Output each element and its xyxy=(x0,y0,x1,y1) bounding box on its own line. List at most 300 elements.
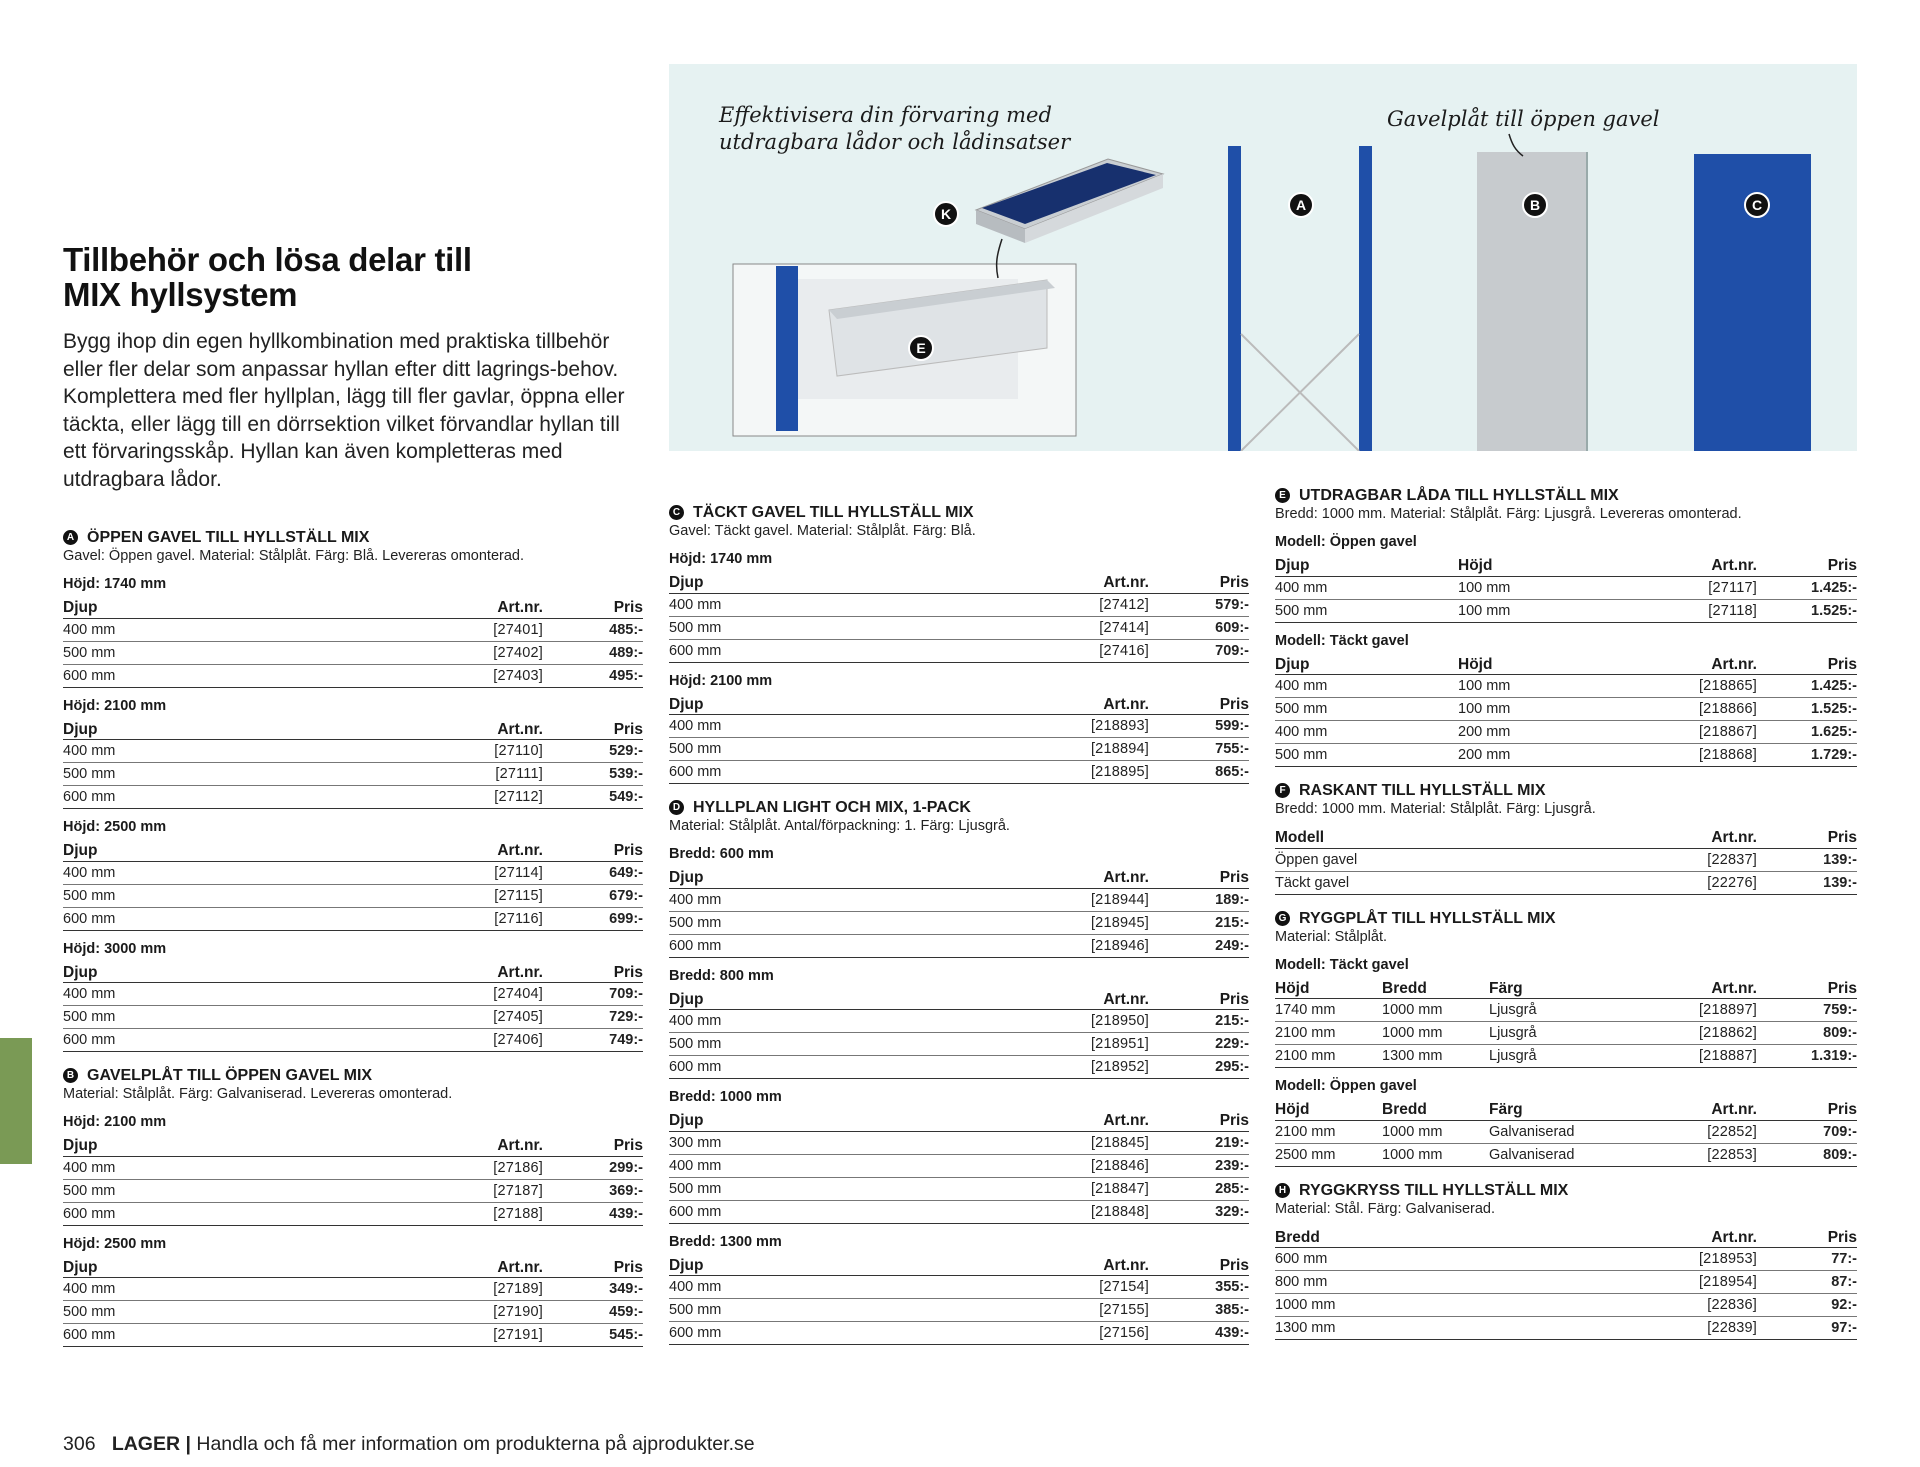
section-c xyxy=(669,503,1249,784)
table-cell: 600 mm xyxy=(63,1324,309,1347)
table-row xyxy=(63,786,643,809)
table-cell: 1.525:- xyxy=(1757,698,1857,721)
column-header: Höjd xyxy=(1458,555,1608,576)
table-cell: 495:- xyxy=(543,664,643,687)
table-cell: 600 mm xyxy=(669,761,897,784)
table-cell: [22276] xyxy=(1575,871,1757,894)
table-cell: 439:- xyxy=(1149,1322,1249,1345)
group-label: Bredd: 600 mm xyxy=(669,846,774,862)
table-cell: [27189] xyxy=(309,1278,543,1301)
section-title: E UTDRAGBAR LÅDA TILL HYLLSTÄLL MIX xyxy=(1275,486,1857,505)
table-cell: [22852] xyxy=(1619,1120,1757,1143)
table-row xyxy=(63,641,643,664)
table-cell: 2100 mm xyxy=(1275,1120,1382,1143)
column-middle xyxy=(669,503,1249,1359)
column-left xyxy=(63,528,643,1361)
table-cell: 699:- xyxy=(543,907,643,930)
intro xyxy=(63,242,643,493)
table-row xyxy=(63,1156,643,1179)
table-cell: 77:- xyxy=(1757,1248,1857,1271)
table-row xyxy=(1275,1317,1857,1340)
section-a xyxy=(63,528,643,1052)
group-label: Höjd: 2500 mm xyxy=(63,1235,167,1252)
column-header: Art.nr. xyxy=(1575,827,1757,848)
page-footer xyxy=(63,1433,755,1456)
table-cell: 1000 mm xyxy=(1382,999,1489,1022)
table-cell: 500 mm xyxy=(1275,744,1458,767)
table-cell: 489:- xyxy=(543,641,643,664)
table-cell: 600 mm xyxy=(63,1029,309,1052)
table-row xyxy=(669,1154,1249,1177)
column-header: Höjd xyxy=(1275,1099,1382,1120)
table-cell: 1.625:- xyxy=(1757,721,1857,744)
table-cell: [27116] xyxy=(312,907,543,930)
table-cell: 709:- xyxy=(1757,1120,1857,1143)
table-cell: 295:- xyxy=(1149,1056,1249,1079)
table-cell: 600 mm xyxy=(669,934,897,957)
table-cell: 600 mm xyxy=(63,664,309,687)
column-header: Djup xyxy=(669,694,897,715)
price-table xyxy=(669,1110,1249,1224)
section-title: B GAVELPLÅT TILL ÖPPEN GAVEL MIX xyxy=(63,1066,643,1085)
column-header: Pris xyxy=(1757,555,1857,576)
table-cell: 500 mm xyxy=(63,1301,309,1324)
column-header: Djup xyxy=(1275,654,1458,675)
table-cell: [218887] xyxy=(1619,1045,1757,1068)
section-title: F RASKANT TILL HYLLSTÄLL MIX xyxy=(1275,781,1857,800)
table-row xyxy=(1275,871,1857,894)
table-row xyxy=(63,664,643,687)
table-cell: 600 mm xyxy=(669,1322,915,1345)
table-cell: 1.729:- xyxy=(1757,744,1857,767)
table-cell: [218862] xyxy=(1619,1022,1757,1045)
column-header: Bredd xyxy=(1382,1099,1489,1120)
table-cell: [27186] xyxy=(309,1156,543,1179)
table-row xyxy=(1275,576,1857,599)
table-cell: 400 mm xyxy=(669,888,897,911)
table-row xyxy=(669,1299,1249,1322)
table-cell: 215:- xyxy=(1149,1010,1249,1033)
table-cell: [27405] xyxy=(309,1006,543,1029)
table-cell: [218952] xyxy=(897,1056,1149,1079)
price-table xyxy=(1275,654,1857,768)
column-header: Modell xyxy=(1275,827,1575,848)
column-header: Djup xyxy=(63,840,312,861)
table-cell: [27190] xyxy=(309,1301,543,1324)
table-cell: 1000 mm xyxy=(1382,1143,1489,1166)
column-header: Höjd xyxy=(1458,654,1608,675)
table-cell: [27117] xyxy=(1608,576,1757,599)
price-table xyxy=(63,1135,643,1226)
table-cell: [27402] xyxy=(309,641,543,664)
pin-a: A xyxy=(1288,192,1314,218)
column-header: Djup xyxy=(63,719,312,740)
table-row xyxy=(669,1177,1249,1200)
table-row xyxy=(63,861,643,884)
drawer-caption: Effektivisera din förvaring med utdragbara lådor och lådinsatser xyxy=(719,103,1071,154)
table-cell: 709:- xyxy=(543,983,643,1006)
column-header: Djup xyxy=(63,1257,309,1278)
table-cell: 400 mm xyxy=(63,983,309,1006)
table-cell: 400 mm xyxy=(669,715,897,738)
table-cell: [218946] xyxy=(897,934,1149,957)
table-row xyxy=(669,1033,1249,1056)
table-row xyxy=(669,1276,1249,1299)
table-cell: 500 mm xyxy=(1275,698,1458,721)
table-cell: [27191] xyxy=(309,1324,543,1347)
table-cell: 285:- xyxy=(1149,1177,1249,1200)
table-cell: 545:- xyxy=(543,1324,643,1347)
table-cell: [218945] xyxy=(897,911,1149,934)
badge-g: G xyxy=(1275,911,1290,926)
table-cell: [218950] xyxy=(897,1010,1149,1033)
group-label: Modell: Öppen gavel xyxy=(1275,1078,1417,1094)
table-cell: 600 mm xyxy=(1275,1248,1521,1271)
column-right xyxy=(1275,486,1857,1354)
table-cell: 609:- xyxy=(1149,616,1249,639)
table-cell: 189:- xyxy=(1149,888,1249,911)
table-cell: [22836] xyxy=(1521,1294,1757,1317)
table-cell: 239:- xyxy=(1149,1154,1249,1177)
section-desc: Bredd: 1000 mm. Material: Stålplåt. Färg: Ljusgrå. xyxy=(1275,801,1596,817)
table-cell: 369:- xyxy=(543,1179,643,1202)
table-cell: [218951] xyxy=(897,1033,1149,1056)
table-cell: 759:- xyxy=(1757,999,1857,1022)
table-cell: [27156] xyxy=(915,1322,1149,1345)
table-cell: Öppen gavel xyxy=(1275,848,1575,871)
badge-f: F xyxy=(1275,783,1290,798)
product-banner-image xyxy=(669,64,1857,451)
price-table xyxy=(1275,1099,1857,1167)
column-header: Höjd xyxy=(1275,978,1382,999)
table-row xyxy=(63,1029,643,1052)
table-cell: Täckt gavel xyxy=(1275,871,1575,894)
column-header: Pris xyxy=(1757,978,1857,999)
badge-e: E xyxy=(1275,488,1290,503)
page-number: 306 xyxy=(63,1433,96,1455)
section-e xyxy=(1275,486,1857,767)
table-cell: [27114] xyxy=(312,861,543,884)
column-header: Pris xyxy=(543,962,643,983)
column-header: Pris xyxy=(1149,694,1249,715)
table-row xyxy=(669,761,1249,784)
table-cell: 1.319:- xyxy=(1757,1045,1857,1068)
table-row xyxy=(63,1202,643,1225)
table-cell: [27154] xyxy=(915,1276,1149,1299)
price-table xyxy=(63,1257,643,1348)
table-row xyxy=(63,1006,643,1029)
table-cell: 97:- xyxy=(1757,1317,1857,1340)
table-cell: [218847] xyxy=(897,1177,1149,1200)
table-cell: [22839] xyxy=(1521,1317,1757,1340)
table-cell: [27112] xyxy=(312,786,543,809)
table-cell: [27188] xyxy=(309,1202,543,1225)
table-cell: 539:- xyxy=(543,763,643,786)
table-cell: 749:- xyxy=(543,1029,643,1052)
table-cell: 215:- xyxy=(1149,911,1249,934)
table-cell: [218895] xyxy=(897,761,1149,784)
table-cell: 755:- xyxy=(1149,738,1249,761)
column-header: Djup xyxy=(669,1110,897,1131)
table-cell: 2100 mm xyxy=(1275,1022,1382,1045)
column-header: Pris xyxy=(1757,827,1857,848)
price-table xyxy=(1275,827,1857,895)
table-row xyxy=(1275,848,1857,871)
table-cell: [218868] xyxy=(1608,744,1757,767)
group-label: Höjd: 2100 mm xyxy=(669,672,773,689)
section-d xyxy=(669,798,1249,1345)
table-cell: 679:- xyxy=(543,884,643,907)
table-cell: [27187] xyxy=(309,1179,543,1202)
table-row xyxy=(669,934,1249,957)
table-cell: [22853] xyxy=(1619,1143,1757,1166)
table-cell: 1.425:- xyxy=(1757,576,1857,599)
table-cell: 1300 mm xyxy=(1382,1045,1489,1068)
badge-c: C xyxy=(669,505,684,520)
table-cell: 355:- xyxy=(1149,1276,1249,1299)
table-row xyxy=(1275,999,1857,1022)
table-cell: 1000 mm xyxy=(1382,1022,1489,1045)
table-cell: 229:- xyxy=(1149,1033,1249,1056)
table-cell: 500 mm xyxy=(1275,599,1458,622)
table-cell: [27110] xyxy=(312,740,543,763)
table-cell: [27404] xyxy=(309,983,543,1006)
table-row xyxy=(1275,1143,1857,1166)
table-cell: 349:- xyxy=(543,1278,643,1301)
table-cell: [27155] xyxy=(915,1299,1149,1322)
column-header: Art.nr. xyxy=(897,989,1149,1010)
table-cell: 649:- xyxy=(543,861,643,884)
table-cell: 329:- xyxy=(1149,1200,1249,1223)
section-desc: Gavel: Öppen gavel. Material: Stålplåt. Färg: Blå. Levereras omonterad. xyxy=(63,548,525,564)
table-cell: 500 mm xyxy=(669,1033,897,1056)
table-row xyxy=(669,1200,1249,1223)
table-row xyxy=(63,884,643,907)
column-header: Art.nr. xyxy=(309,597,543,618)
table-cell: 529:- xyxy=(543,740,643,763)
column-header: Art.nr. xyxy=(1619,978,1757,999)
column-header: Djup xyxy=(669,572,915,593)
price-table xyxy=(63,840,643,931)
table-row xyxy=(669,1010,1249,1033)
group-label: Bredd: 1300 mm xyxy=(669,1233,782,1250)
table-cell: [27111] xyxy=(312,763,543,786)
table-row xyxy=(63,1301,643,1324)
column-header: Pris xyxy=(1757,654,1857,675)
table-cell: 139:- xyxy=(1757,848,1857,871)
table-cell: 579:- xyxy=(1149,593,1249,616)
table-cell: 600 mm xyxy=(63,907,312,930)
badge-a: A xyxy=(63,530,78,545)
badge-h: H xyxy=(1275,1183,1290,1198)
pin-k: K xyxy=(933,201,959,227)
column-header: Pris xyxy=(1757,1099,1857,1120)
table-row xyxy=(1275,1120,1857,1143)
table-row xyxy=(669,715,1249,738)
price-table xyxy=(63,719,643,810)
table-cell: 500 mm xyxy=(669,616,915,639)
table-row xyxy=(63,1179,643,1202)
table-cell: [27403] xyxy=(309,664,543,687)
column-header: Pris xyxy=(1149,1110,1249,1131)
table-cell: [218953] xyxy=(1521,1248,1757,1271)
table-cell: 600 mm xyxy=(669,1056,897,1079)
table-row xyxy=(669,593,1249,616)
table-row xyxy=(669,616,1249,639)
group-label: Modell: Öppen gavel xyxy=(1275,534,1417,550)
table-cell: [218944] xyxy=(897,888,1149,911)
table-cell: 299:- xyxy=(543,1156,643,1179)
column-header: Pris xyxy=(543,597,643,618)
section-title: C TÄCKT GAVEL TILL HYLLSTÄLL MIX xyxy=(669,503,1249,522)
table-cell: 100 mm xyxy=(1458,599,1608,622)
table-cell: 200 mm xyxy=(1458,721,1608,744)
table-cell: 865:- xyxy=(1149,761,1249,784)
table-row xyxy=(63,740,643,763)
table-cell: [27118] xyxy=(1608,599,1757,622)
table-cell: 1.525:- xyxy=(1757,599,1857,622)
table-cell: 709:- xyxy=(1149,639,1249,662)
table-cell: 500 mm xyxy=(669,738,897,761)
price-table xyxy=(669,989,1249,1080)
table-cell: [27406] xyxy=(309,1029,543,1052)
table-cell: 809:- xyxy=(1757,1143,1857,1166)
table-cell: 1000 mm xyxy=(1275,1294,1521,1317)
column-header: Art.nr. xyxy=(897,867,1149,888)
table-cell: 100 mm xyxy=(1458,675,1608,698)
section-desc: Gavel: Täckt gavel. Material: Stålplåt. Färg: Blå. xyxy=(669,523,976,539)
table-cell: 500 mm xyxy=(669,1177,897,1200)
table-cell: 439:- xyxy=(543,1202,643,1225)
table-cell: Ljusgrå xyxy=(1489,999,1619,1022)
column-header: Pris xyxy=(1149,1255,1249,1276)
column-header: Pris xyxy=(1149,867,1249,888)
column-header: Art.nr. xyxy=(1608,654,1757,675)
table-cell: 1.425:- xyxy=(1757,675,1857,698)
table-cell: [218893] xyxy=(897,715,1149,738)
price-table xyxy=(1275,978,1857,1069)
column-header: Pris xyxy=(543,840,643,861)
table-cell: 500 mm xyxy=(63,1006,309,1029)
section-desc: Material: Stålplåt. Antal/förpackning: 1. Färg: Ljusgrå. xyxy=(669,818,1010,834)
section-f xyxy=(1275,781,1857,895)
table-row xyxy=(63,983,643,1006)
table-cell: [218897] xyxy=(1619,999,1757,1022)
table-cell: Ljusgrå xyxy=(1489,1045,1619,1068)
table-cell: [218848] xyxy=(897,1200,1149,1223)
column-header: Djup xyxy=(63,1135,309,1156)
column-header: Art.nr. xyxy=(1608,555,1757,576)
table-cell: 219:- xyxy=(1149,1131,1249,1154)
table-cell: 549:- xyxy=(543,786,643,809)
table-row xyxy=(63,1278,643,1301)
table-row xyxy=(1275,721,1857,744)
section-title: A ÖPPEN GAVEL TILL HYLLSTÄLL MIX xyxy=(63,528,643,547)
table-row xyxy=(669,911,1249,934)
price-table xyxy=(63,597,643,688)
group-label: Höjd: 2500 mm xyxy=(63,819,167,835)
table-row xyxy=(669,738,1249,761)
group-label: Höjd: 2100 mm xyxy=(63,697,167,714)
table-cell: 200 mm xyxy=(1458,744,1608,767)
section-desc: Material: Stålplåt. xyxy=(1275,928,1388,945)
group-label: Höjd: 2100 mm xyxy=(63,1114,167,1130)
table-cell: 400 mm xyxy=(63,861,312,884)
table-row xyxy=(669,1322,1249,1345)
table-cell: [218894] xyxy=(897,738,1149,761)
table-cell: 500 mm xyxy=(63,763,312,786)
column-header: Bredd xyxy=(1275,1227,1521,1248)
intro-text: Bygg ihop din egen hyllkombination med praktiska tillbehör eller fler delar som anpassar hyllan efter ditt lagrings-behov. Komplettera med fler hyllplan, lägg till fler gavlar, öppna eller täckta, eller lägg till en dörrsektion vilket förvandlar hyllan till ett förvaringsskåp. Hyllan kan även kompletteras med utdragbara lådor. xyxy=(63,330,625,491)
plate-caption: Gavelplåt till öppen gavel xyxy=(1387,107,1660,131)
table-cell: [218954] xyxy=(1521,1271,1757,1294)
table-cell: 500 mm xyxy=(63,884,312,907)
table-row xyxy=(1275,1022,1857,1045)
table-cell: 400 mm xyxy=(669,593,915,616)
price-table xyxy=(1275,555,1857,623)
table-cell: Galvaniserad xyxy=(1489,1120,1619,1143)
column-header: Färg xyxy=(1489,1099,1619,1120)
table-row xyxy=(63,907,643,930)
table-cell: 100 mm xyxy=(1458,576,1608,599)
table-cell: 600 mm xyxy=(63,786,312,809)
column-header: Pris xyxy=(543,719,643,740)
column-header: Art.nr. xyxy=(309,1135,543,1156)
price-table xyxy=(1275,1227,1857,1341)
table-cell: 400 mm xyxy=(1275,721,1458,744)
table-cell: [218867] xyxy=(1608,721,1757,744)
column-header: Djup xyxy=(669,989,897,1010)
table-cell: 400 mm xyxy=(1275,576,1458,599)
column-header: Art.nr. xyxy=(1619,1099,1757,1120)
price-table xyxy=(669,694,1249,785)
price-table xyxy=(669,1255,1249,1346)
column-header: Art.nr. xyxy=(1521,1227,1757,1248)
price-table xyxy=(63,962,643,1053)
table-cell: [22837] xyxy=(1575,848,1757,871)
table-row xyxy=(1275,675,1857,698)
section-desc: Material: Stål. Färg: Galvaniserad. xyxy=(1275,1200,1496,1217)
table-cell: 400 mm xyxy=(63,618,309,641)
table-row xyxy=(1275,698,1857,721)
column-header: Art.nr. xyxy=(309,1257,543,1278)
column-header: Art.nr. xyxy=(897,694,1149,715)
table-cell: 400 mm xyxy=(1275,675,1458,698)
section-color-tab xyxy=(0,1038,32,1164)
table-row xyxy=(1275,1271,1857,1294)
column-header: Färg xyxy=(1489,978,1619,999)
group-label: Bredd: 800 mm xyxy=(669,967,774,984)
section-desc: Material: Stålplåt. Färg: Galvaniserad. Levereras omonterad. xyxy=(63,1086,453,1102)
table-cell: 1740 mm xyxy=(1275,999,1382,1022)
page-title: Tillbehör och lösa delar till MIX hyllsystem xyxy=(63,241,472,313)
group-label: Höjd: 1740 mm xyxy=(669,551,773,567)
column-header: Pris xyxy=(1757,1227,1857,1248)
column-header: Art.nr. xyxy=(312,719,543,740)
table-cell: [218845] xyxy=(897,1131,1149,1154)
table-cell: 400 mm xyxy=(669,1010,897,1033)
price-table xyxy=(669,572,1249,663)
table-cell: 485:- xyxy=(543,618,643,641)
price-table xyxy=(669,867,1249,958)
table-cell: 2500 mm xyxy=(1275,1143,1382,1166)
table-cell: 385:- xyxy=(1149,1299,1249,1322)
column-header: Pris xyxy=(1149,572,1249,593)
table-cell: [27416] xyxy=(915,639,1149,662)
table-cell: 729:- xyxy=(543,1006,643,1029)
table-cell: 500 mm xyxy=(669,911,897,934)
table-cell: 809:- xyxy=(1757,1022,1857,1045)
